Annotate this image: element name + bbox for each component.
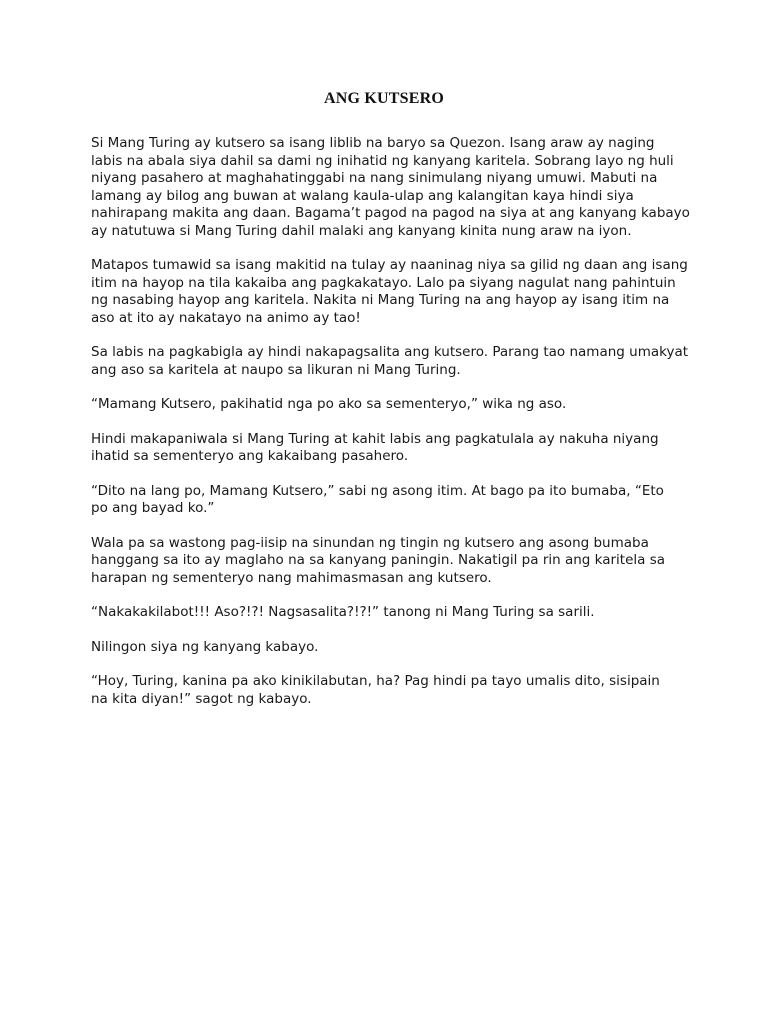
paragraph-line: ng nasabing hayop ang karitela. Nakita ni Mang Turing na ang hayop ay isang itim na (91, 292, 670, 308)
paragraph-line: itim na hayop na tila kakaiba ang pagkakatayo. Lalo pa siyang nagulat nang pahintuin (91, 274, 676, 291)
paragraph-line: nahirapang makita ang daan. Bagama’t pagod na pagod na siya at ang kanyang kabayo (91, 205, 690, 221)
paragraph-line: niyang pasahero at maghahatinggabi na nang sinimulang niyang umuwi. Mabuti na (91, 170, 658, 186)
paragraph-line: na kita diyan!” sagot ng kabayo. (91, 690, 312, 707)
paragraph-line: “Dito na lang po, Mamang Kutsero,” sabi ng asong itim. At bago pa ito bumaba, “Eto (91, 482, 664, 499)
paragraph-line: hanggang sa ito ay maglaho na sa kanyang paningin. Nakatigil pa rin ang karitela sa (91, 552, 666, 568)
paragraph (91, 135, 691, 240)
paragraph-line: ay natutuwa si Mang Turing dahil malaki ang kanyang kinita nung araw na iyon. (91, 222, 632, 239)
paragraph-line: Sa labis na pagkabigla ay hindi nakapagsalita ang kutsero. Parang tao namang umakyat (91, 344, 689, 360)
paragraph (91, 257, 691, 327)
paragraph-line: Si Mang Turing ay kutsero sa isang liblib na baryo sa Quezon. Isang araw ay naging (91, 135, 655, 151)
document-body (91, 135, 691, 725)
paragraph (91, 535, 691, 588)
paragraph (91, 344, 691, 379)
paragraph (91, 483, 691, 518)
paragraph-line: Nilingon siya ng kanyang kabayo. (91, 638, 319, 655)
paragraph-line: Matapos tumawid sa isang makitid na tulay ay naaninag niya sa gilid ng daan ang isang (91, 257, 688, 273)
paragraph (91, 673, 691, 708)
paragraph (91, 396, 691, 414)
paragraph-line: lamang ay bilog ang buwan at walang kaula-ulap ang kalangitan kaya hindi siya (91, 187, 634, 204)
paragraph-line: Hindi makapaniwala si Mang Turing at kahit labis ang pagkatulala ay nakuha niyang (91, 430, 659, 447)
paragraph-line: aso at ito ay nakatayo na animo ay tao! (91, 309, 361, 326)
paragraph-line: “Hoy, Turing, kanina pa ako kinikilabutan, ha? Pag hindi pa tayo umalis dito, sisipain (91, 673, 660, 689)
paragraph-line: ihatid sa sementeryo ang kakaibang pasahero. (91, 448, 409, 464)
paragraph-line: “Mamang Kutsero, pakihatid nga po ako sa sementeryo,” wika ng aso. (91, 396, 567, 412)
paragraph-line: harapan ng sementeryo nang mahimasmasan ang kutsero. (91, 569, 492, 586)
paragraph-line: “Nakakakilabot!!! Aso?!?! Nagsasalita?!?!” tanong ni Mang Turing sa sarili. (91, 604, 595, 620)
paragraph (91, 639, 691, 657)
paragraph-line: labis na abala siya dahil sa dami ng inihatid ng kanyang karitela. Sobrang layo ng huli (91, 152, 674, 169)
paragraph (91, 604, 691, 622)
paragraph-line: po ang bayad ko.” (91, 500, 215, 516)
paragraph (91, 431, 691, 466)
document-title: ANG KUTSERO (324, 90, 444, 107)
paragraph-line: ang aso sa karitela at naupo sa likuran ni Mang Turing. (91, 361, 461, 378)
paragraph-line: Wala pa sa wastong pag-iisip na sinundan ng tingin ng kutsero ang asong bumaba (91, 534, 649, 551)
